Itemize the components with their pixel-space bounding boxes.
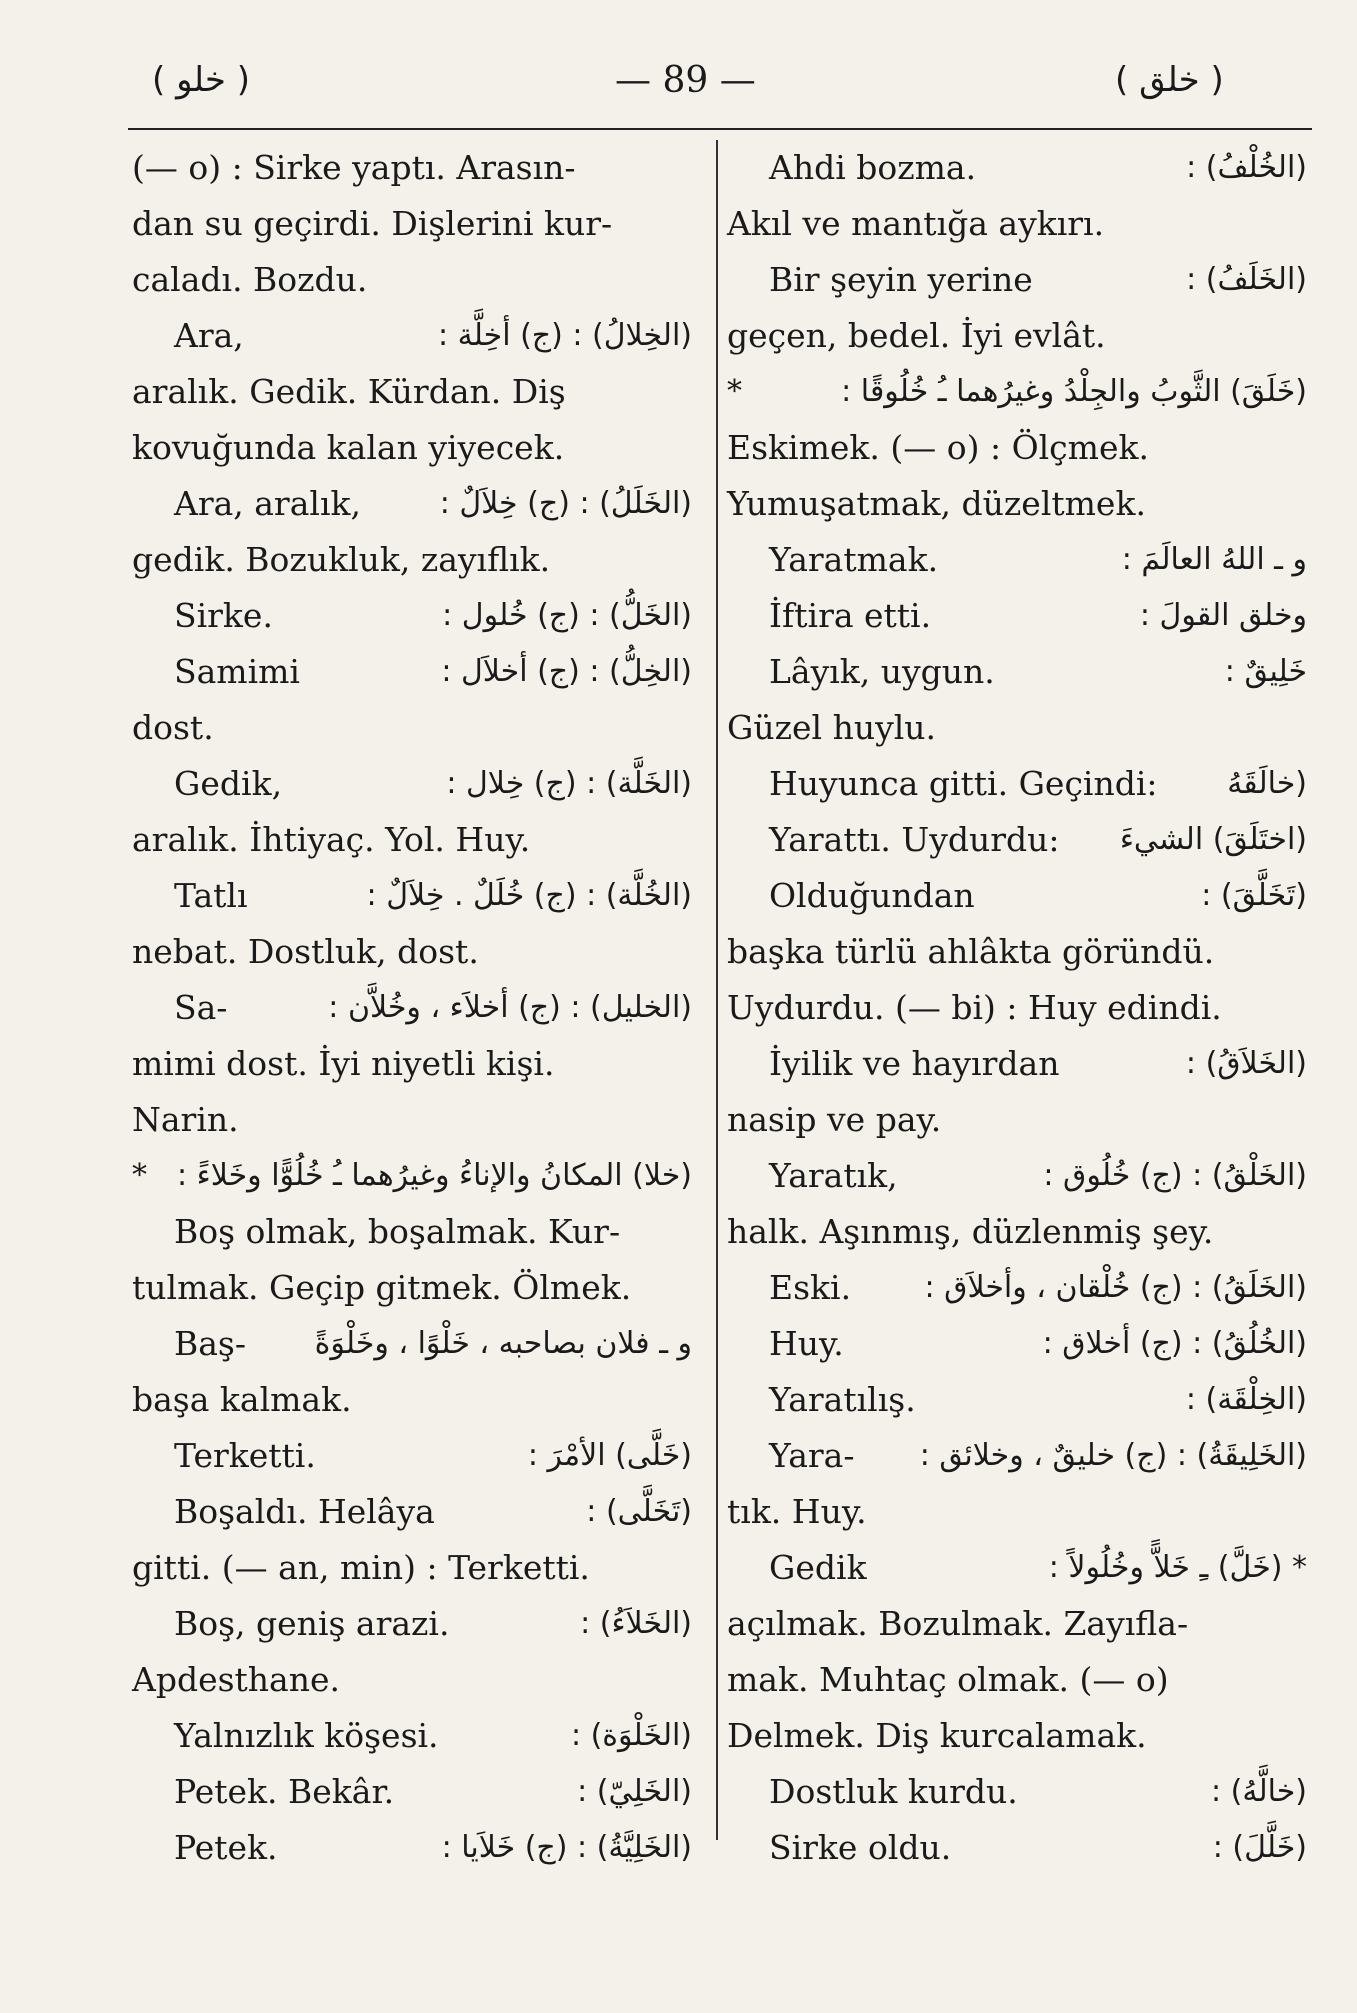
turkish-text: Huy. — [769, 1324, 844, 1363]
arabic-headword: (اختَلَقَ) الشيءَ — [1119, 822, 1307, 857]
dictionary-line — [727, 1260, 1307, 1316]
dictionary-line — [727, 644, 1307, 700]
dictionary-line — [727, 1652, 1307, 1708]
arabic-headword: خَلِيقٌ : — [1224, 654, 1307, 689]
turkish-text: geçen, bedel. İyi evlât. — [727, 316, 1106, 355]
turkish-text: Ahdi bozma. — [769, 148, 977, 187]
turkish-text: Lâyık, uygun. — [769, 652, 995, 691]
turkish-text: Narin. — [132, 1100, 239, 1139]
turkish-text: Samimi — [174, 652, 300, 691]
arabic-headword: * (خَلَّ) ـِ خَلاًّ وخُلُولاً : — [1048, 1550, 1307, 1585]
dictionary-line — [132, 1204, 692, 1260]
dictionary-line — [727, 1820, 1307, 1876]
turkish-text: dan su geçirdi. Dişlerini kur- — [132, 204, 613, 243]
dictionary-line — [132, 140, 692, 196]
turkish-text: Baş- — [174, 1324, 247, 1363]
turkish-text: İyilik ve hayırdan — [769, 1044, 1060, 1083]
dictionary-line — [132, 644, 692, 700]
header-right-keyword: ( خلق ) — [1115, 60, 1224, 100]
dictionary-line — [132, 252, 692, 308]
dictionary-line — [727, 980, 1307, 1036]
dictionary-line — [727, 1764, 1307, 1820]
arabic-headword: (الخَلْقُ) : (ج) خُلُوق : — [1043, 1158, 1307, 1193]
header-left-keyword: ( خلو ) — [152, 60, 250, 100]
turkish-text: Tatlı — [174, 876, 248, 915]
turkish-text: nasip ve pay. — [727, 1100, 942, 1139]
dictionary-line — [132, 924, 692, 980]
turkish-text: Boşaldı. Helâya — [174, 1492, 435, 1531]
turkish-text: Ara, — [174, 316, 244, 355]
dictionary-line — [727, 812, 1307, 868]
arabic-headword: (خالَّهُ) : — [1211, 1774, 1307, 1809]
dictionary-line — [727, 1596, 1307, 1652]
dictionary-line — [727, 252, 1307, 308]
dictionary-line — [727, 1540, 1307, 1596]
dictionary-line — [727, 1484, 1307, 1540]
arabic-headword: (الخَلَقُ) : (ج) خُلْقان ، وأخلاَق : — [924, 1270, 1307, 1305]
arabic-headword: (خَلَّى) الأمْرَ : — [527, 1438, 692, 1473]
turkish-text: Huyunca gitti. Geçindi: — [769, 764, 1158, 803]
dictionary-line — [727, 1708, 1307, 1764]
dictionary-line — [132, 588, 692, 644]
turkish-text: mimi dost. İyi niyetli kişi. — [132, 1044, 555, 1083]
turkish-text: Petek. Bekâr. — [174, 1772, 395, 1811]
column-divider — [716, 140, 718, 1840]
arabic-headword: (خالَقَهُ — [1227, 766, 1307, 801]
turkish-text: Gedik — [769, 1548, 867, 1587]
turkish-text: başka türlü ahlâkta göründü. — [727, 932, 1215, 971]
dictionary-line — [132, 868, 692, 924]
dictionary-line — [727, 364, 1307, 420]
turkish-text: Yara- — [769, 1436, 855, 1475]
entry-star-marker: * — [132, 1158, 147, 1193]
dictionary-line — [727, 1316, 1307, 1372]
dictionary-line — [727, 1148, 1307, 1204]
arabic-headword: (الخُلْفُ) : — [1186, 150, 1307, 185]
turkish-text: Yalnızlık köşesi. — [174, 1716, 439, 1755]
arabic-headword: (الخَلَّة) : (ج) خِلال : — [446, 766, 692, 801]
dictionary-line — [727, 532, 1307, 588]
turkish-text: halk. Aşınmış, düzlenmiş şey. — [727, 1212, 1214, 1251]
turkish-text: Sirke. — [174, 596, 273, 635]
dictionary-line — [727, 1204, 1307, 1260]
dictionary-line — [132, 476, 692, 532]
arabic-headword: وخلق القولَ : — [1139, 598, 1307, 633]
dictionary-line — [727, 196, 1307, 252]
arabic-headword: (الخَلِيَّةُ) : (ج) خَلاَيا : — [441, 1830, 692, 1865]
arabic-headword: (تَخَلَّى) : — [586, 1494, 692, 1529]
dictionary-line — [727, 1428, 1307, 1484]
dictionary-line — [727, 1036, 1307, 1092]
turkish-text: İftira etti. — [769, 596, 932, 635]
dictionary-line — [132, 1372, 692, 1428]
turkish-text: Gedik, — [174, 764, 283, 803]
turkish-text: Olduğundan — [769, 876, 975, 915]
turkish-text: caladı. Bozdu. — [132, 260, 368, 299]
dictionary-line — [132, 532, 692, 588]
dictionary-line — [132, 1428, 692, 1484]
dictionary-line — [727, 588, 1307, 644]
dictionary-line — [727, 868, 1307, 924]
dictionary-line — [727, 924, 1307, 980]
dictionary-line — [132, 1764, 692, 1820]
dictionary-line — [727, 1372, 1307, 1428]
dictionary-line — [132, 756, 692, 812]
turkish-text: Yarattı. Uydurdu: — [769, 820, 1060, 859]
dictionary-line — [132, 1540, 692, 1596]
dictionary-line — [132, 1092, 692, 1148]
arabic-headword: و ـ فلان بصاحبه ، خَلْوًا ، وخَلْوَةً — [314, 1326, 692, 1361]
turkish-text: başa kalmak. — [132, 1380, 352, 1419]
turkish-text: gedik. Bozukluk, zayıflık. — [132, 540, 551, 579]
arabic-headword: (الخِلُّ) : (ج) أخلاَل : — [441, 654, 692, 689]
dictionary-line — [132, 1036, 692, 1092]
turkish-text: Delmek. Diş kurcalamak. — [727, 1716, 1147, 1755]
dictionary-line — [727, 700, 1307, 756]
dictionary-line — [132, 1260, 692, 1316]
arabic-headword: (الخَلِيّ) : — [577, 1774, 692, 1809]
dictionary-line — [132, 1820, 692, 1876]
turkish-text: Yumuşatmak, düzeltmek. — [727, 484, 1146, 523]
turkish-text: Akıl ve mantığa aykırı. — [727, 204, 1105, 243]
turkish-text: mak. Muhtaç olmak. (— o) — [727, 1660, 1169, 1699]
dictionary-line — [132, 308, 692, 364]
arabic-headword: (الخُلَّة) : (ج) خُلَلٌ . خِلاَلٌ : — [366, 878, 692, 913]
page-number: — 89 — — [615, 60, 756, 101]
dictionary-line — [132, 812, 692, 868]
turkish-text: Eskimek. (— o) : Ölçmek. — [727, 428, 1149, 467]
turkish-text: Yaratmak. — [769, 540, 939, 579]
arabic-headword: (الخُلُقُ) : (ج) أخلاق : — [1042, 1326, 1307, 1361]
turkish-text: gitti. (— an, min) : Terketti. — [132, 1548, 590, 1587]
arabic-headword: (الخَلَفُ) : — [1186, 262, 1307, 297]
arabic-headword: (الخَلْوَة) : — [570, 1718, 692, 1753]
turkish-text: Boş, geniş arazi. — [174, 1604, 450, 1643]
turkish-text: Sa- — [174, 988, 228, 1027]
dictionary-line — [132, 1708, 692, 1764]
turkish-text: Sirke oldu. — [769, 1828, 952, 1867]
arabic-headword: (الخَلُّ) : (ج) خُلول : — [442, 598, 692, 633]
dictionary-line — [727, 756, 1307, 812]
left-column — [132, 140, 692, 1876]
dictionary-line — [727, 308, 1307, 364]
arabic-headword: (الخِلالُ) : (ج) أخِلَّة : — [438, 318, 692, 353]
arabic-headword: (تَخَلَّقَ) : — [1201, 878, 1307, 913]
turkish-text: Yaratık, — [769, 1156, 898, 1195]
dictionary-line — [132, 364, 692, 420]
arabic-headword: (خلا) المكانُ والإناءُ وغيرُهما ـُ خُلُوًّا وخَلاءً : — [176, 1158, 692, 1193]
right-column — [727, 140, 1307, 1876]
turkish-text: kovuğunda kalan yiyecek. — [132, 428, 565, 467]
turkish-text: açılmak. Bozulmak. Zayıfla- — [727, 1604, 1189, 1643]
dictionary-line — [132, 700, 692, 756]
dictionary-line — [132, 1596, 692, 1652]
dictionary-line — [132, 1148, 692, 1204]
dictionary-line — [727, 476, 1307, 532]
arabic-headword: و ـ اللهُ العالَمَ : — [1121, 542, 1307, 577]
turkish-text: Boş olmak, boşalmak. Kur- — [174, 1212, 621, 1251]
dictionary-line — [727, 140, 1307, 196]
arabic-headword: (الخليل) : (ج) أخلاَء ، وخُلاَّن : — [328, 990, 692, 1025]
arabic-headword: (الخِلْقَة) : — [1185, 1382, 1307, 1417]
arabic-headword: (الخَلاَقُ) : — [1185, 1046, 1307, 1081]
turkish-text: aralık. Gedik. Kürdan. Diş — [132, 372, 566, 411]
turkish-text: Terketti. — [174, 1436, 316, 1475]
header-rule — [128, 128, 1312, 130]
dictionary-line — [132, 980, 692, 1036]
dictionary-line — [727, 420, 1307, 476]
dictionary-line — [132, 1484, 692, 1540]
arabic-headword: (الخَلاَءُ) : — [580, 1606, 692, 1641]
entry-star-marker: * — [727, 374, 742, 409]
arabic-headword: (الخَلِيقَةُ) : (ج) خليقٌ ، وخلائق : — [919, 1438, 1307, 1473]
arabic-headword: (خَلَّلَ) : — [1212, 1830, 1307, 1865]
dictionary-line — [132, 1316, 692, 1372]
turkish-text: Yaratılış. — [769, 1380, 916, 1419]
turkish-text: Bir şeyin yerine — [769, 260, 1033, 299]
dictionary-line — [132, 196, 692, 252]
turkish-text: nebat. Dostluk, dost. — [132, 932, 479, 971]
dictionary-line — [727, 1092, 1307, 1148]
turkish-text: tulmak. Geçip gitmek. Ölmek. — [132, 1268, 632, 1307]
turkish-text: Apdesthane. — [132, 1660, 341, 1699]
turkish-text: Eski. — [769, 1268, 852, 1307]
arabic-headword: (خَلَقَ) الثَّوبُ والجِلْدُ وغيرُهما ـُ خُلُوقًا : — [841, 374, 1307, 409]
turkish-text: Güzel huylu. — [727, 708, 937, 747]
arabic-headword: (الخَلَلُ) : (ج) خِلاَلٌ : — [439, 486, 692, 521]
turkish-text: aralık. İhtiyaç. Yol. Huy. — [132, 820, 531, 859]
turkish-text: Dostluk kurdu. — [769, 1772, 1018, 1811]
turkish-text: Ara, aralık, — [174, 484, 361, 523]
turkish-text: tık. Huy. — [727, 1492, 867, 1531]
dictionary-line — [132, 420, 692, 476]
turkish-text: (— o) : Sirke yaptı. Arasın- — [132, 148, 576, 187]
turkish-text: Uydurdu. (— bi) : Huy edindi. — [727, 988, 1222, 1027]
dictionary-line — [132, 1652, 692, 1708]
turkish-text: dost. — [132, 708, 214, 747]
turkish-text: Petek. — [174, 1828, 278, 1867]
